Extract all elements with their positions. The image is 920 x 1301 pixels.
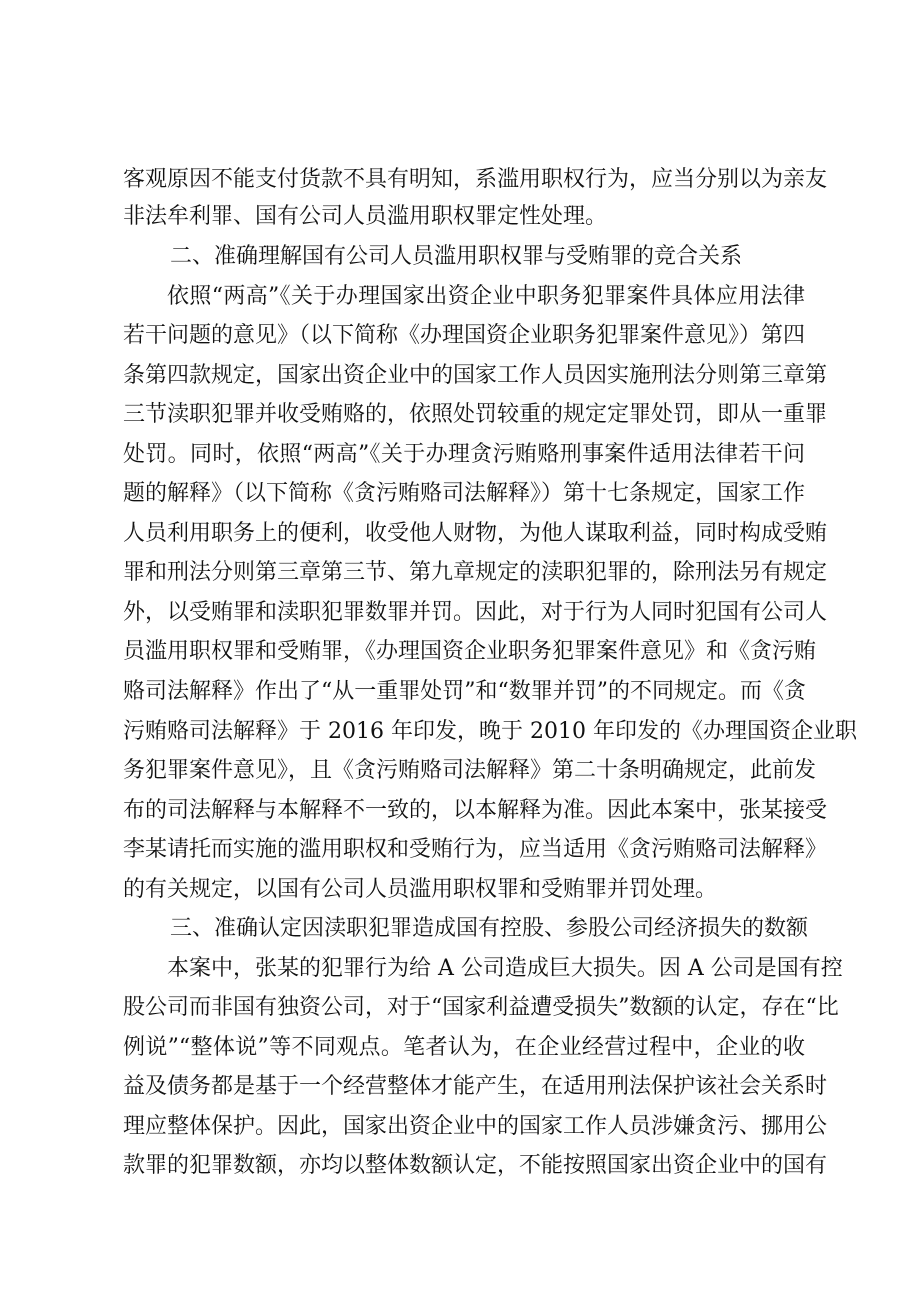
text-line: 款罪的犯罪数额，亦均以整体数额认定，不能按照国家出资企业中的国有 <box>123 1153 828 1178</box>
text-line: 人员利用职务上的便利，收受他人财物，为他人谋取利益，同时构成受贿 <box>123 521 828 546</box>
text-line: 污贿赂司法解释》于 2016 年印发，晚于 2010 年印发的《办理国资企业职 <box>123 719 857 744</box>
text-line: 员滥用职权罪和受贿罪，《办理国资企业职务犯罪案件意见》和《贪污贿 <box>123 639 817 664</box>
text-line: 本案中，张某的犯罪行为给 A 公司造成巨大损失。因 A 公司是国有控 <box>167 956 843 981</box>
text-line: 务犯罪案件意见》，且《贪污贿赂司法解释》第二十条明确规定，此前发 <box>123 758 817 783</box>
text-line: 的有关规定，以国有公司人员滥用职权罪和受贿罪并罚处理。 <box>123 877 718 902</box>
text-line: 条第四款规定，国家出资企业中的国家工作人员因实施刑法分则第三章第 <box>123 363 828 388</box>
text-line: 赂司法解释》作出了“从一重罪处罚”和“数罪并罚”的不同规定。而《贪 <box>123 679 806 704</box>
text-line: 益及债务都是基于一个经营整体才能产生，在适用刑法保护该社会关系时 <box>123 1074 828 1099</box>
text-line: 处罚。同时，依照“两高”《关于办理贪污贿赂刑事案件适用法律若干问 <box>123 442 805 467</box>
text-line: 题的解释》（以下简称《贪污贿赂司法解释》）第十七条规定，国家工作 <box>123 481 806 506</box>
text-line: 依照“两高”《关于办理国家出资企业中职务犯罪案件具体应用法律 <box>167 284 805 309</box>
text-line: 非法牟利罪、国有公司人员滥用职权罪定性处理。 <box>123 204 608 229</box>
text-line: 例说”“整体说”等不同观点。笔者认为，在企业经营过程中，企业的收 <box>123 1035 805 1060</box>
text-line: 布的司法解释与本解释不一致的，以本解释为准。因此本案中，张某接受 <box>123 798 828 823</box>
text-line: 客观原因不能支付货款不具有明知，系滥用职权行为，应当分别以为亲友 <box>123 167 828 192</box>
section-heading: 三、准确认定因渎职犯罪造成国有控股、参股公司经济损失的数额 <box>170 916 809 941</box>
text-line: 三节渎职犯罪并收受贿赂的，依照处罚较重的规定定罪处罚，即从一重罪 <box>123 402 828 427</box>
text-line: 股公司而非国有独资公司，对于“国家利益遭受损失”数额的认定，存在“比 <box>123 995 839 1020</box>
section-heading: 二、准确理解国有公司人员滥用职权罪与受贿罪的竞合关系 <box>170 244 743 269</box>
text-line: 若干问题的意见》（以下简称《办理国资企业职务犯罪案件意见》）第四 <box>123 323 806 348</box>
text-line: 李某请托而实施的滥用职权和受贿行为，应当适用《贪污贿赂司法解释》 <box>123 837 828 862</box>
text-line: 罪和刑法分则第三章第三节、第九章规定的渎职犯罪的，除刑法另有规定 <box>123 560 828 585</box>
text-line: 理应整体保护。因此，国家出资企业中的国家工作人员涉嫌贪污、挪用公 <box>123 1114 828 1139</box>
text-line: 外，以受贿罪和渎职犯罪数罪并罚。因此，对于行为人同时犯国有公司人 <box>123 600 828 625</box>
